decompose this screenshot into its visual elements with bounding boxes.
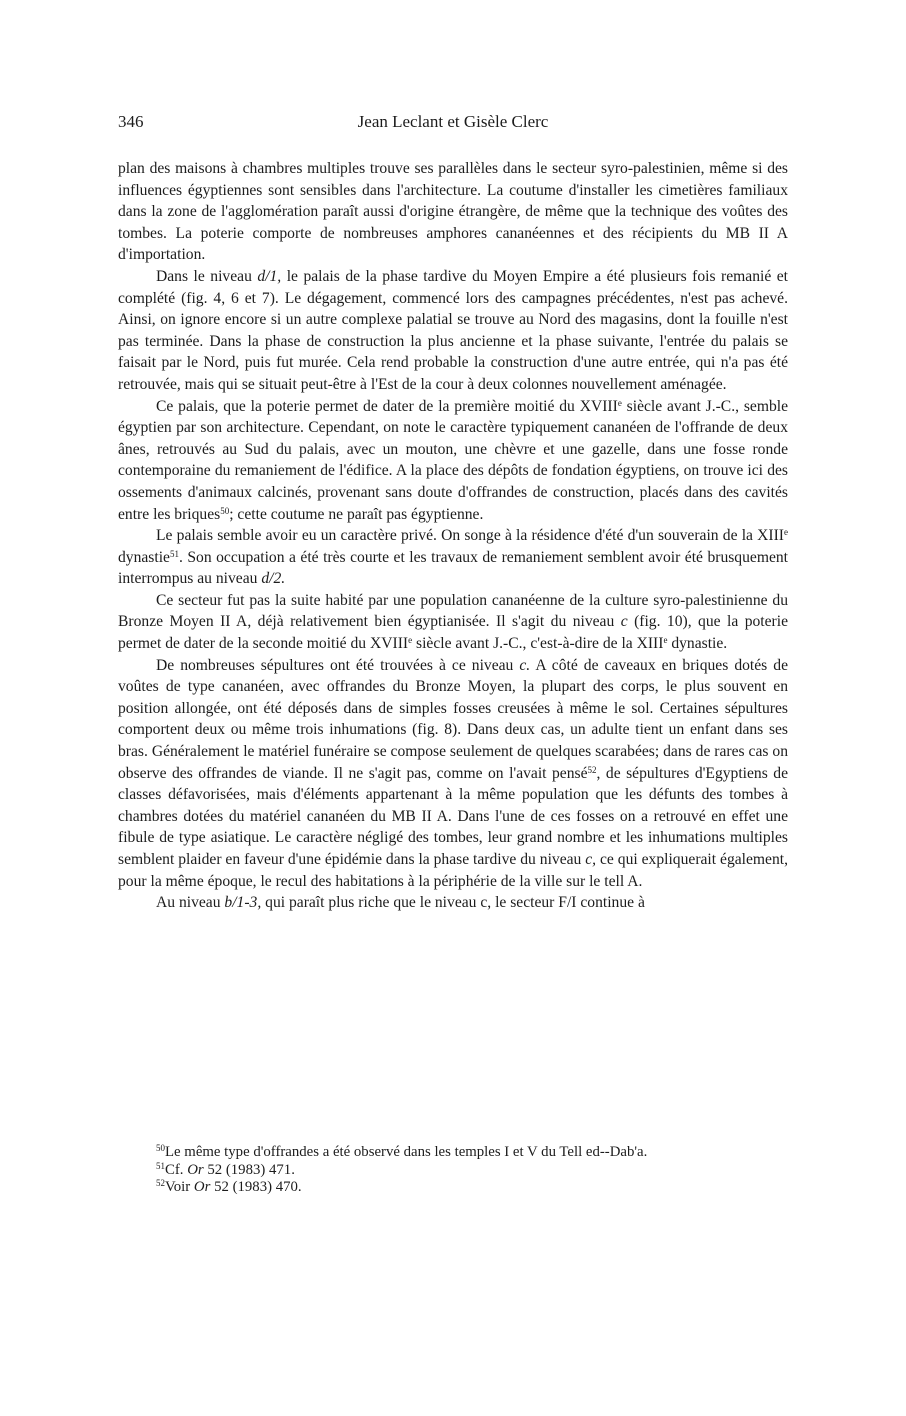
paragraph-3 bbox=[118, 396, 788, 526]
text-run: A côté de caveaux en briques dotés de voûtes de type cananéen, avec offrandes du Bronze Moyen, la plupart des corps, le plus souvent en position allongée, ont été déposés dans de simples fosses creusées à même le sol. Certaines sépultures comportent deux ou même trois inhumations (fig. 8). Dans deux cas, un adulte tient un enfant dans ses bras. Généralement le matériel funéraire se compose seulement de quelques scarabées; dans de rares cas on observe des offrandes de viande. Il ne s'agit pas, comme on l'avait pensé bbox=[118, 656, 788, 782]
footnote-text: Voir bbox=[165, 1179, 194, 1195]
superscript: e bbox=[408, 635, 413, 646]
text-run: Ce secteur fut pas la suite habité par une population cananéenne de la culture syro-palestinienne du Bronze Moyen II A, déjà relativement bien égyptianisée. Il s'agit du niveau bbox=[118, 591, 788, 631]
body-text bbox=[118, 158, 788, 914]
level-ref: c bbox=[620, 613, 628, 631]
footnote-text: 52 (1983) 471. bbox=[203, 1161, 295, 1178]
footnote-text: Le même type d'offrandes a été observé dans les temples I et V du Tell ed--Dab'a. bbox=[165, 1144, 648, 1160]
text-run: , de sépultures d'Egyptiens de classes défavorisées, mais d'éléments appartenant à la même population que les défunts des tombes à chambres dotées du matériel cananéen du MB II A. Dans l'une de ces fosses on a retrouvé en effet une fibule de type asiatique. Le caractère négligé des tombes, leur grand nombre et les inhumations multiples semblent plaider en faveur d'une épidémie dans la phase tardive du niveau bbox=[118, 764, 788, 868]
text-run: De nombreuses sépultures ont été trouvées à ce niveau bbox=[156, 656, 520, 674]
footnote-ref-52[interactable]: 52 bbox=[587, 764, 597, 775]
text-run: Ce palais, que la poterie permet de dater de la première moitié du XVIII bbox=[156, 397, 618, 415]
footnote-text: Cf. bbox=[165, 1161, 188, 1178]
text-run: qui paraît plus riche que le niveau c, le secteur F/I continue à bbox=[261, 894, 645, 912]
text-run: Dans le niveau bbox=[156, 267, 258, 285]
paragraph-7 bbox=[118, 892, 788, 914]
paragraph-5 bbox=[118, 590, 788, 655]
superscript: e bbox=[784, 527, 788, 538]
level-ref: c, bbox=[585, 851, 597, 868]
footnote-number: 51 bbox=[156, 1160, 165, 1171]
level-ref: b/1-3, bbox=[224, 894, 262, 912]
footnotes bbox=[118, 1144, 788, 1197]
text-run: siècle avant J.-C., semble égyptien par son architecture. Cependant, on note le caractère typiquement cananéen de l'offrande de deux ânes, retrouvés au Sud du palais, avec un mouton, une chèvre et une gazelle, dans une fosse ronde contemporaine du remaniement de l'édifice. A la place des dépôts de fondation égyptiens, on trouve ici des ossements d'animaux calcinés, provenant sans doute d'offrandes de construction, placés dans des cavités entre les briques bbox=[118, 397, 789, 523]
text-run: . Son occupation a été très courte et les travaux de remaniement semblent avoir été brusquement interrompus au niveau bbox=[118, 548, 788, 588]
footnote-ref-51[interactable]: 51 bbox=[169, 548, 179, 559]
superscript: e bbox=[617, 397, 622, 408]
footnote-ref-50[interactable]: 50 bbox=[220, 505, 230, 516]
text-run: dynastie bbox=[118, 548, 170, 566]
journal-abbrev: Or bbox=[187, 1161, 204, 1178]
text-run: dynastie. bbox=[667, 635, 728, 653]
text-run: le palais de la phase tardive du Moyen Empire a été plusieurs fois remanié et complété (fig. 4, 6 et 7). Le dégagement, commencé lors des campagnes précédentes, n'est pas achevé. Ainsi, on ignore encore si un autre complexe palatial se trouve au Nord des magasins, dont la fouille n'est pas terminée. Dans la phase de construction la plus ancienne et la phase suivante, l'entrée du palais se faisait par le Nord, puis fut murée. Cela rend probable la construction d'une autre entrée, qui n'a pas été retrouvée, mais qui se situait peut-être à l'Est de la cour à deux colonnes nouvellement aménagée. bbox=[118, 267, 789, 393]
text-run: Au niveau bbox=[156, 894, 225, 912]
text-run: ; cette coutume ne paraît pas égyptienne. bbox=[229, 505, 484, 523]
paragraph-4 bbox=[118, 525, 788, 590]
footnote-text: 52 (1983) 470. bbox=[210, 1179, 302, 1195]
superscript: e bbox=[663, 635, 668, 646]
level-ref: d/1, bbox=[257, 267, 282, 285]
paragraph-1 bbox=[118, 158, 788, 266]
text-run: (fig. 10), que la poterie permet de dater de la seconde moitié du XVIII bbox=[118, 613, 788, 653]
journal-abbrev: Or bbox=[193, 1179, 211, 1195]
running-title: Jean Leclant et Gisèle Clerc bbox=[357, 112, 549, 131]
footnote-number: 52 bbox=[156, 1178, 165, 1188]
text-run: ce qui expliquerait également, pour la même époque, le recul des habitations à la périphérie de la ville sur le tell A. bbox=[118, 851, 788, 890]
text-run: Le palais semble avoir eu un caractère privé. On songe à la résidence d'été d'un souverain de la XIII bbox=[156, 527, 784, 545]
footnote-51 bbox=[118, 1162, 788, 1180]
page-number: 346 bbox=[118, 112, 144, 131]
page-header bbox=[118, 112, 788, 136]
text-run: siècle avant J.-C., c'est-à-dire de la XIII bbox=[412, 635, 664, 653]
footnote-50 bbox=[118, 1144, 788, 1162]
paragraph-6 bbox=[118, 655, 788, 893]
footnote-number: 50 bbox=[156, 1143, 165, 1153]
paragraph-2 bbox=[118, 266, 788, 396]
footnote-52 bbox=[118, 1179, 788, 1197]
level-ref: d/2. bbox=[261, 570, 286, 588]
paragraph-1-text: plan des maisons à chambres multiples trouve ses parallèles dans le secteur syro-palestinien, même si des influences égyptiennes sont sensibles dans l'architecture. La coutume d'installer les cimetières familiaux dans la zone de l'agglomération paraît aussi d'origine étrangère, de même que la technique des voûtes des tombes. La poterie comporte de nombreuses amphores cananéennes et des récipients du MB II A d'importation. bbox=[118, 160, 788, 264]
level-ref: c. bbox=[519, 656, 531, 674]
